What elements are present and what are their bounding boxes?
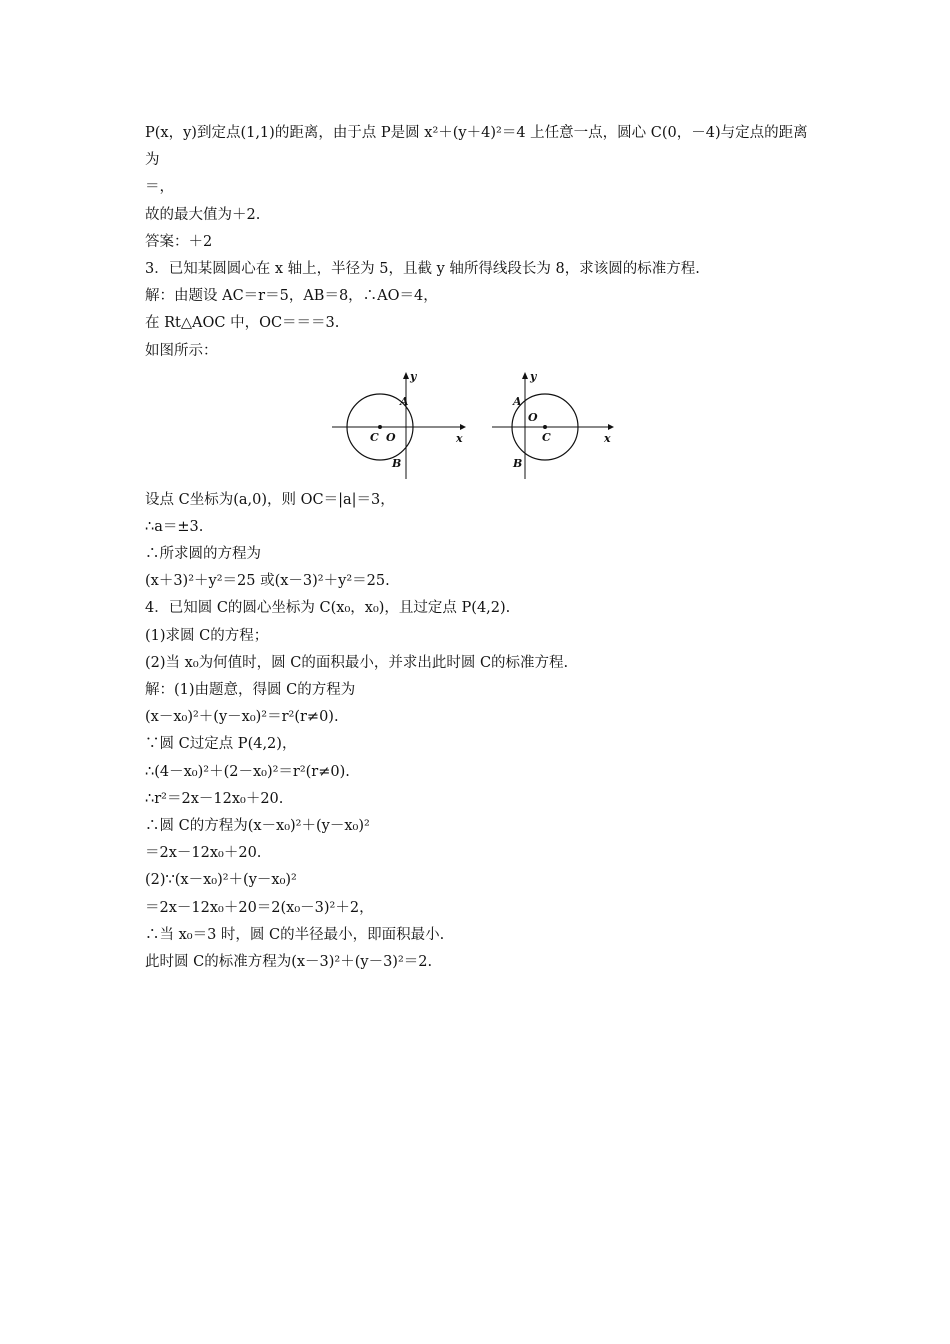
y-axis-label: y [530, 370, 537, 383]
point-c-label: C [370, 430, 379, 444]
x-axis-label: x [604, 431, 611, 445]
point-b-label: B [392, 456, 402, 470]
solution-4-line-8: (2)∵(x－x₀)²＋(y－x₀)² [145, 872, 297, 889]
solution-3-line-4: 设点 C坐标为(a,0)，则 OC＝|a|＝3， [145, 491, 395, 508]
solution-4-line-1: 解：(1)由题意，得圆 C的方程为 [145, 682, 356, 699]
point-b-label: B [513, 456, 523, 470]
figure-left [330, 371, 470, 481]
point-o-label: O [528, 410, 538, 424]
point-a-label: A [513, 394, 522, 408]
point-o-label: O [386, 430, 396, 444]
solution-4-line-4: ∴(4－x₀)²＋(2－x₀)²＝r²(r≠0). [145, 763, 350, 780]
solution-4-line-10: ∴当 x₀＝3 时，圆 C的半径最小，即面积最小. [145, 926, 445, 943]
solution-3-line-5: ∴a＝±3. [145, 518, 204, 535]
x-axis-arrow-icon [608, 424, 614, 430]
problem-4-part-2: (2)当 x₀为何值时，圆 C的面积最小，并求出此时圆 C的标准方程. [145, 654, 569, 671]
y-axis-arrow-icon [403, 372, 409, 379]
center-point [543, 425, 547, 429]
solution-4-line-11: 此时圆 C的标准方程为(x－3)²＋(y－3)²＝2. [145, 953, 433, 970]
y-axis-arrow-icon [522, 372, 528, 379]
solution-3-line-3: 如图所示： [145, 342, 218, 359]
solution-3-line-6: ∴所求圆的方程为 [145, 546, 261, 563]
solution-4-line-6: ∴圆 C的方程为(x－x₀)²＋(y－x₀)² [145, 817, 370, 834]
problem-3-statement: 3．已知某圆圆心在 x 轴上，半径为 5，且截 y 轴所得线段长为 8，求该圆的标准方程. [145, 260, 700, 277]
text-line-2: ＝， [145, 179, 174, 196]
solution-4-line-3: ∵圆 C过定点 P(4,2)， [145, 736, 297, 753]
text-line-1: P(x，y)到定点(1,1)的距离，由于点 P是圆 x²＋(y＋4)²＝4 上任意一点，圆心 C(0，－4)与定点的距离为 [145, 125, 808, 169]
problem-4-part-1: (1)求圆 C的方程； [145, 627, 269, 644]
solution-3-line-1: 解：由题设 AC＝r＝5，AB＝8，∴AO＝4， [145, 288, 438, 305]
document-body [145, 120, 825, 976]
solution-4-line-9: ＝2x－12x₀＋20＝2(x₀－3)²＋2， [145, 899, 374, 916]
point-c-label: C [542, 430, 551, 444]
solution-4-line-5: ∴r²＝2x－12x₀＋20. [145, 790, 284, 807]
x-axis-label: x [456, 431, 463, 445]
figure-right [490, 371, 630, 481]
solution-4-line-7: ＝2x－12x₀＋20. [145, 845, 262, 862]
problem-4-statement: 4．已知圆 C的圆心坐标为 C(x₀，x₀)，且过定点 P(4,2). [145, 600, 511, 617]
x-axis-arrow-icon [460, 424, 466, 430]
answer-line: 答案：＋2 [145, 233, 213, 250]
solution-3-line-7: (x＋3)²＋y²＝25 或(x－3)²＋y²＝25. [145, 573, 390, 590]
y-axis-label: y [410, 370, 417, 383]
solution-4-line-2: (x－x₀)²＋(y－x₀)²＝r²(r≠0). [145, 709, 339, 726]
center-point [378, 425, 382, 429]
text-line-3: 故的最大值为＋2. [145, 206, 261, 223]
point-a-label: A [400, 394, 409, 408]
solution-3-line-2: 在 Rt△AOC 中，OC＝＝＝3. [145, 315, 340, 332]
circle-figures [145, 371, 825, 481]
